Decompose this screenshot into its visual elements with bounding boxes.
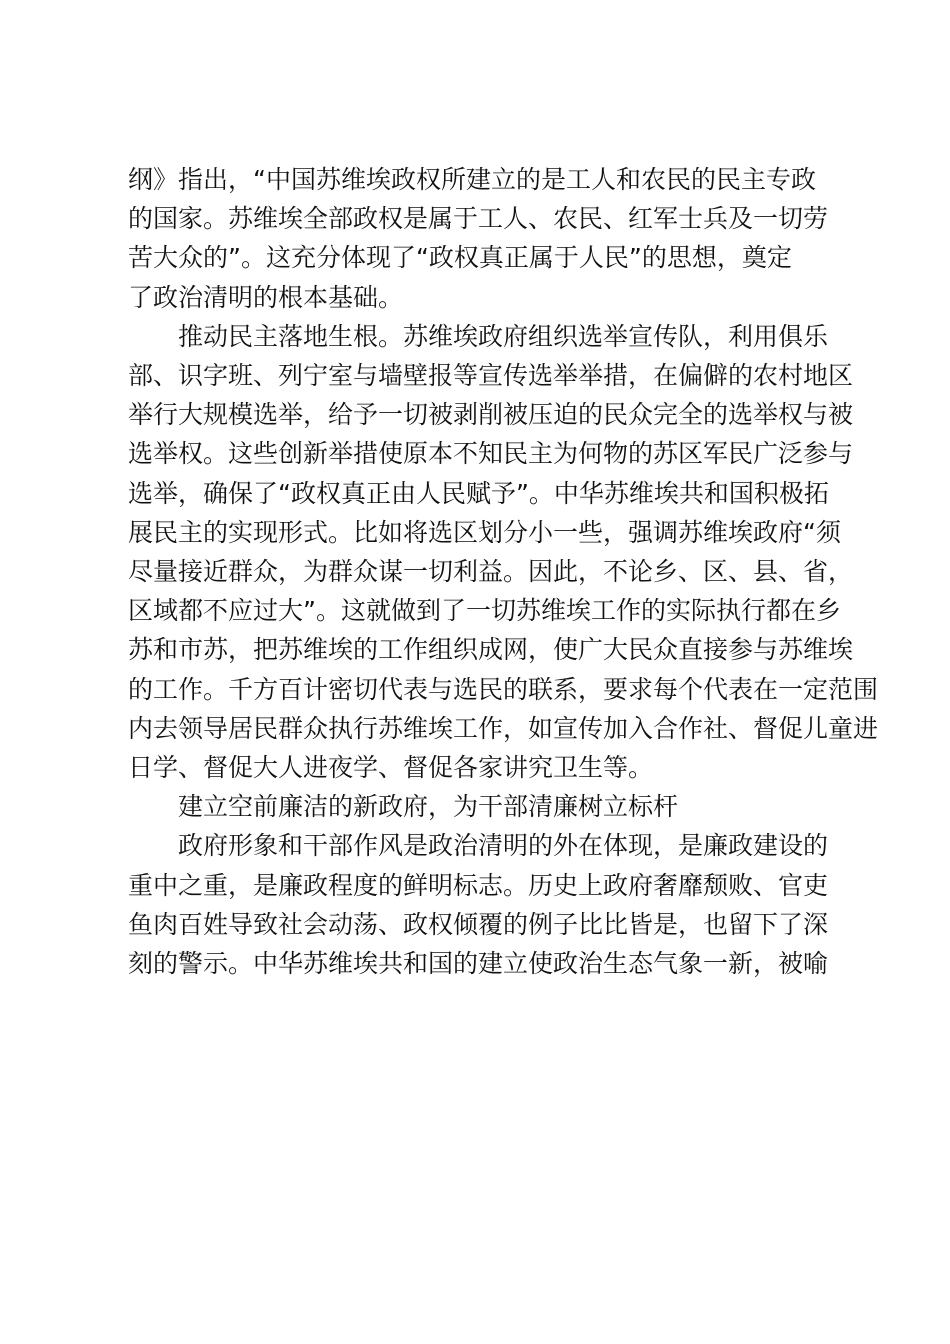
text-line: 展民主的实现形式。比如将选区划分小一些，强调苏维埃政府“须: [128, 517, 841, 547]
paragraph-3: [128, 826, 848, 983]
heading-line: 建立空前廉洁的新政府，为干部清廉树立标杆: [178, 792, 679, 822]
text-line: 了政治清明的根本基础。: [128, 282, 404, 312]
text-line: 选举权。这些创新举措使原本不知民主为何物的苏区军民广泛参与: [128, 439, 854, 469]
text-line: 举行大规模选举，给予一切被剥削被压迫的民众完全的选举权与被: [128, 400, 854, 430]
text-line: 内去领导居民群众执行苏维埃工作，如宣传加入合作社、督促儿童进: [128, 713, 879, 743]
text-line: 苦大众的”。这充分体现了“政权真正属于人民”的思想，奠定: [128, 243, 792, 273]
text-line: 的工作。千方百计密切代表与选民的联系，要求每个代表在一定范围: [128, 674, 879, 704]
text-line: 区域都不应过大”。这就做到了一切苏维埃工作的实际执行都在乡: [128, 596, 841, 626]
text-line: 推动民主落地生根。苏维埃政府组织选举宣传队，利用俱乐: [178, 321, 829, 351]
text-line: 纲》指出，“中国苏维埃政权所建立的是工人和农民的民主专政: [128, 165, 816, 194]
text-line: 政府形象和干部作风是政治清明的外在体现，是廉政建设的: [178, 831, 829, 861]
body-text: [128, 160, 879, 983]
section-heading: [128, 787, 848, 826]
text-line: 选举，确保了“政权真正由人民赋予”。中华苏维埃共和国积极拓: [128, 478, 829, 508]
paragraph-2: [128, 317, 879, 787]
text-line: 鱼肉百姓导致社会动荡、政权倾覆的例子比比皆是，也留下了深: [128, 909, 829, 939]
text-line: 尽量接近群众，为群众谋一切利益。因此，不论乡、区、县、省，: [128, 557, 854, 587]
paragraph-1: [128, 160, 848, 317]
text-line: 部、识字班、列宁室与墙壁报等宣传选举举措，在偏僻的农村地区: [128, 361, 854, 391]
text-line: 苏和市苏，把苏维埃的工作组织成网，使广大民众直接参与苏维埃: [128, 635, 854, 665]
text-line: 日学、督促大人进夜学、督促各家讲究卫生等。: [128, 753, 654, 783]
text-line: 刻的警示。中华苏维埃共和国的建立使政治生态气象一新，被喻: [128, 949, 829, 979]
text-line: 重中之重，是廉政程度的鲜明标志。历史上政府奢靡颓败、官吏: [128, 870, 829, 900]
text-line: 的国家。苏维埃全部政权是属于工人、农民、红军士兵及一切劳: [128, 204, 829, 234]
